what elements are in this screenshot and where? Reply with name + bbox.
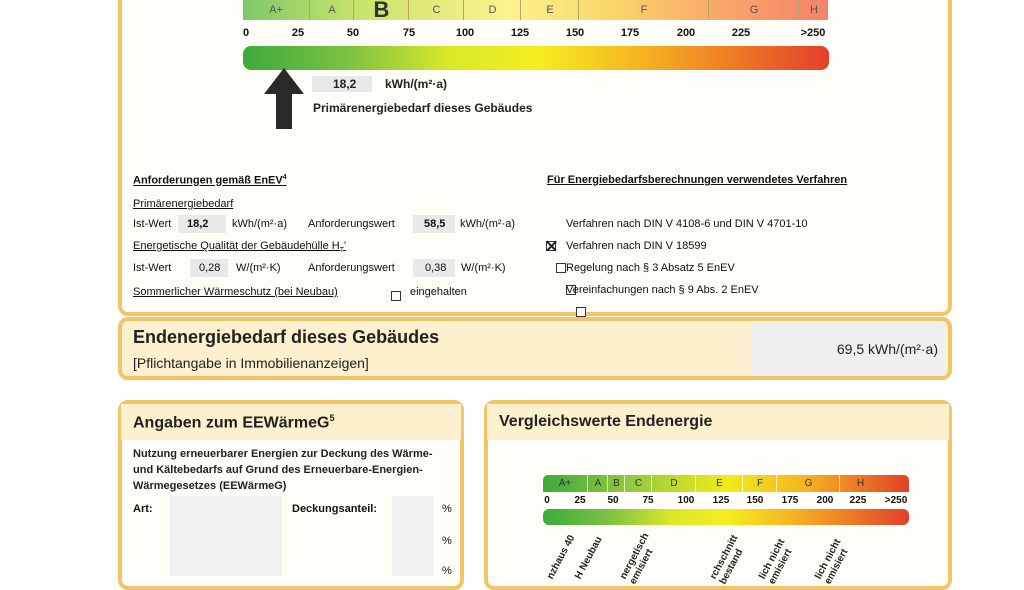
comparison-tick: 0	[544, 495, 550, 506]
marker-value: 18,2	[333, 77, 357, 91]
method-option-label: Regelung nach § 3 Absatz 5 EnEV	[566, 262, 735, 274]
ist-value-2: 0,28	[199, 262, 221, 274]
ist-value-1: 18,2	[187, 218, 209, 230]
method-checkbox[interactable]	[576, 307, 586, 317]
comparison-title: Vergleichswerte Endenergie	[499, 413, 713, 430]
comparison-rotated-label: nergetisch emisiert	[618, 531, 656, 587]
comparison-tick: 25	[574, 495, 586, 506]
percent-3: %	[442, 565, 452, 577]
value-arrow-icon	[262, 66, 306, 130]
comparison-class-label: D	[651, 475, 696, 492]
method-option-label: Verfahren nach DIN V 18599	[566, 240, 707, 252]
energy-scale-bar	[243, 46, 829, 70]
scale-tick: 25	[291, 27, 305, 39]
comparison-class-label: G	[776, 475, 840, 492]
comparison-rotated-label: rchschnitt bestand	[708, 533, 746, 587]
scale-tick: 100	[455, 27, 475, 39]
comparison-class-label: F	[742, 475, 777, 492]
art-field[interactable]	[170, 496, 282, 576]
eewaerme-title: Angaben zum EEWärmeG$^5$	[133, 413, 335, 432]
comparison-tick: 75	[642, 495, 654, 506]
comparison-class-label: B	[607, 475, 625, 492]
comparison-tick: 100	[677, 495, 695, 506]
scale-tick: 125	[510, 27, 530, 39]
requirements-heading: Anforderungen gemäß EnEV$^4$	[133, 174, 287, 187]
scale-tick: 150	[565, 27, 585, 39]
ist-label-1: Ist-Wert	[133, 218, 172, 230]
scale-tick: 225	[731, 27, 751, 39]
comparison-tick: 50	[607, 495, 619, 506]
methods-heading: Für Energiebedarfsberechnungen verwendetes Verfahren	[547, 174, 848, 186]
method-checkbox[interactable]	[556, 263, 566, 273]
method-checkbox[interactable]	[546, 241, 556, 251]
anf-label-2: Anforderungswert	[308, 262, 395, 274]
energy-class-bar	[243, 0, 828, 20]
anf-value-1: 58,5	[424, 218, 446, 230]
unit-1a: kWh/(m²·a)	[232, 218, 287, 230]
primary-energy-heading: Primärenergiebedarf	[133, 198, 234, 210]
percent-2: %	[442, 535, 452, 547]
coverage-field[interactable]	[392, 496, 434, 576]
eewaerme-description: Nutzung erneuerbarer Energien zur Deckung des Wärme-und Kältebedarfs auf Grund des Erneuerbare-Energien-Wärmegesetzes (EEWärmeG)	[133, 448, 433, 492]
scale-tick: 75	[402, 27, 416, 39]
coverage-label: Deckungsanteil:	[292, 503, 377, 515]
marker-unit: kWh/(m²·a)	[385, 77, 447, 91]
comparison-rotated-label: lich nicht emisiert	[813, 537, 851, 587]
energy-class-c: C	[408, 0, 464, 20]
summer-protection-label: Sommerlicher Wärmeschutz (bei Neubau)	[133, 286, 338, 298]
end-energy-value: 69,5 kWh/(m²·a)	[836, 341, 938, 357]
comparison-rotated-label: H Neubau	[573, 534, 605, 582]
energy-class-f: F	[578, 0, 709, 20]
summer-option-label: eingehalten	[410, 286, 467, 298]
comparison-tick: 225	[849, 495, 867, 506]
unit-2a: W/(m²·K)	[236, 262, 281, 274]
comparison-tick: 175	[781, 495, 799, 506]
energy-class-d: D	[463, 0, 521, 20]
ist-label-2: Ist-Wert	[133, 262, 172, 274]
comparison-class-label: A	[587, 475, 608, 492]
end-energy-title: Endenergiebedarf dieses Gebäudes	[133, 327, 440, 347]
scale-tick: 200	[676, 27, 696, 39]
comparison-tick: 200	[816, 495, 834, 506]
energy-class-b: B	[353, 0, 409, 20]
energy-class-a: A	[309, 0, 354, 20]
energy-class-g: G	[708, 0, 799, 20]
energy-class-a-plus: A+	[269, 4, 283, 16]
comparison-tick: 125	[712, 495, 730, 506]
anf-value-2: 0,38	[425, 262, 447, 274]
method-option-label: Vereinfachungen nach § 9 Abs. 2 EnEV	[566, 284, 759, 296]
method-option-label: Verfahren nach DIN V 4108-6 und DIN V 4701-10	[566, 218, 808, 230]
comparison-class-label: A+	[558, 478, 572, 489]
comparison-class-label: C	[624, 475, 652, 492]
end-energy-subtitle: [Pflichtangabe in Immobilienanzeigen]	[133, 355, 369, 371]
percent-1: %	[442, 503, 452, 515]
comparison-rotated-label: nzhaus 40	[545, 533, 578, 582]
energy-class-e: E	[520, 0, 579, 20]
comparison-tick: 150	[746, 495, 764, 506]
comparison-rotated-label: lich nicht emisiert	[757, 537, 795, 587]
scale-tick: 0	[242, 27, 250, 39]
unit-1b: kWh/(m²·a)	[460, 218, 515, 230]
anf-label-1: Anforderungswert	[308, 218, 395, 230]
comparison-tick: >250	[884, 495, 908, 506]
energy-class-h: H	[798, 0, 829, 20]
comparison-class-label: E	[695, 475, 743, 492]
scale-tick: 175	[620, 27, 640, 39]
comparison-scale-bar	[543, 509, 909, 525]
quality-heading: Energetische Qualität der Gebäudehülle $H_T'$	[133, 240, 347, 255]
summer-checkbox[interactable]	[391, 291, 401, 301]
marker-label: Primärenergiebedarf dieses Gebäudes	[313, 101, 533, 115]
art-label: Art:	[133, 503, 153, 515]
unit-2b: W/(m²·K)	[461, 262, 506, 274]
scale-tick: >250	[800, 27, 826, 39]
scale-tick: 50	[346, 27, 360, 39]
comparison-class-label: H	[839, 475, 881, 492]
